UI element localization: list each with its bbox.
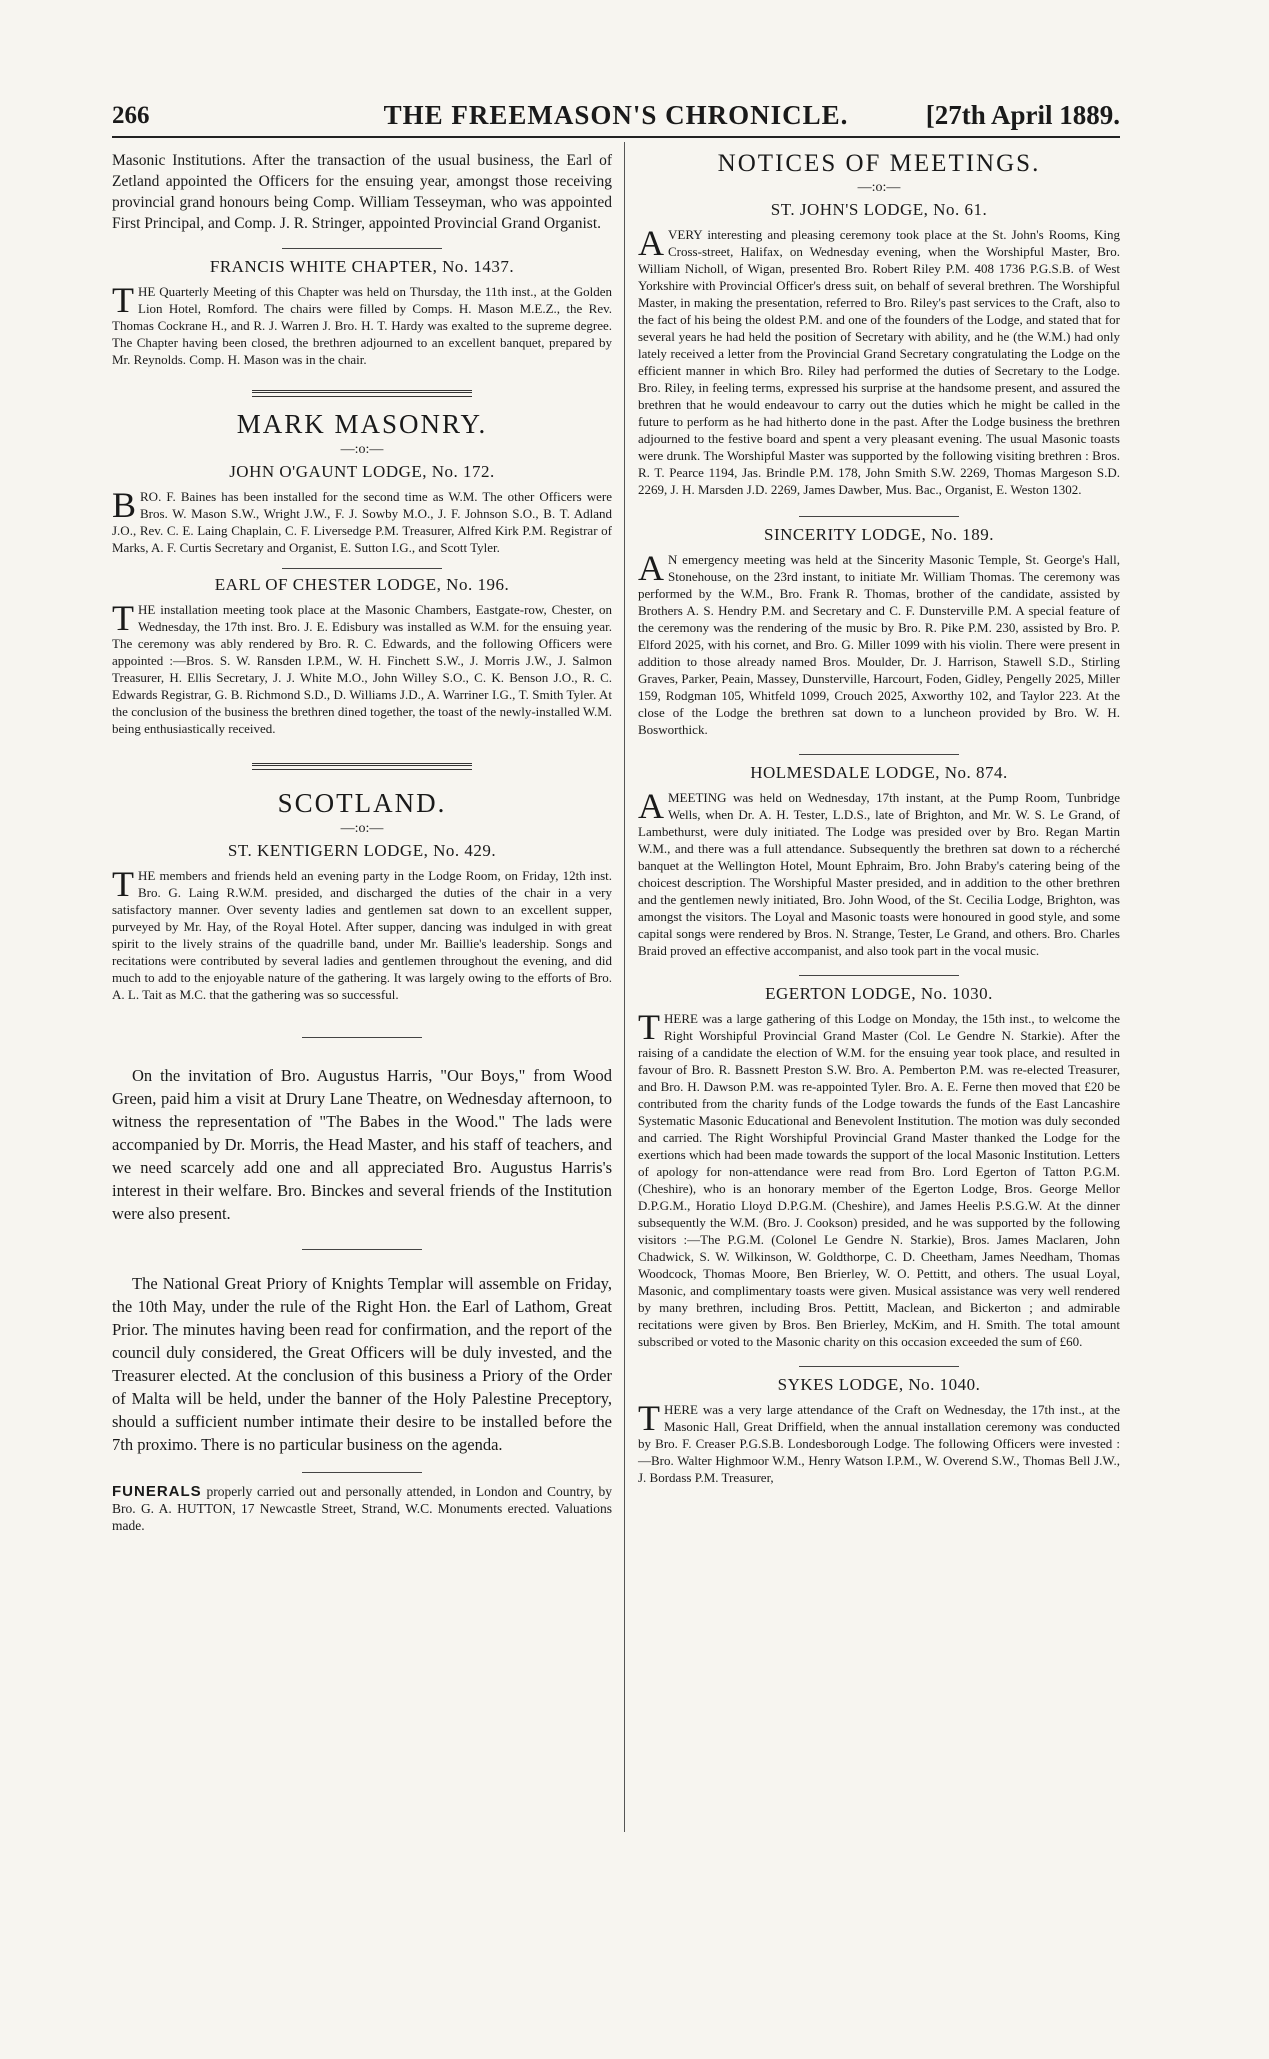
holmesdale-body: A MEETING was held on Wednesday, 17th instant, at the Pump Room, Tunbridge Wells, when Dr. A. H. Tester, L.D.S., late of Brighton, and Mr. W. S. Le Grand, of Lambethurst, were duly initiated. The Lodge was presided over by Bro. Regan Martin W.M., and there was a full attendance. Subsequently the brethren sat down to a récherché banquet at the Wellington Hotel, Mount Ephraim, Bro. John Braby's catering being of the choicest description. The Worshipful Master presided, and in addition to the other brethren and the gentlemen newly initiated, Bro. John Wood, of the St. Cecilia Lodge, Brighton, was amongst the visitors. The Loyal and Masonic toasts were honoured in good style, and some capital songs were rendered by Bros. N. Strange, Tester, Le Grand, and others. Bro. Charles Braid proved an effective accompanist, and also took part in the vocal music.	[638, 786, 1120, 958]
header-rule	[112, 136, 1120, 138]
intro-paragraph: Masonic Institutions. After the transaction of the usual business, the Earl of Zetland appointed the Officers for the ensuing year, amongst those receiving provincial grand honours being Comp. William Tesseyman, who was appointed First Principal, and Comp. J. R. Stringer, appointed Provincial Grand Organist.	[112, 152, 612, 232]
templar-paragraph: The National Great Priory of Knights Templar will assemble on Friday, the 10th May, under the rule of the Right Hon. the Earl of Lathom, Great Prior. The minutes having been read for confirmation, and the report of the council duly considered, the Great Officers will be duly invested, and the Treasurer elected. At the conclusion of this business a Priory of the Order of Malta will be held, under the banner of the Holy Palestine Preceptory, should a sufficient number intimate their desire to be installed before the 7th proximo. There is no particular business on the agenda.	[112, 1274, 612, 1454]
page-header	[112, 96, 1120, 136]
separator	[282, 248, 442, 249]
double-rule	[252, 390, 472, 397]
column-divider	[624, 142, 625, 1832]
kentigern-body: THE members and friends held an evening party in the Lodge Room, on Friday, 12th inst. Bro. G. Laing R.W.M. presided, and discharged the duties of the chair in a very satisfactory manner. Over seventy ladies and gentlemen sat down to an excellent supper, purveyed by Mr. Hay, of the Royal Hotel. After supper, dancing was indulged in with great spirit to the lively strains of the quadrille band, under Mr. Baillie's leadership. Songs and recitations were contributed by several ladies and gentlemen throughout the evening, and did much to add to the enjoyable nature of the gathering. It was largely owing to the efforts of Bro. A. L. Tait as M.C. that the gathering was so successful.	[112, 864, 612, 1002]
john-gaunt-body: BRO. F. Baines has been installed for the second time as W.M. The other Officers were Bros. W. Mason S.W., Wright J.W., F. J. Sowby M.O., J. F. Johnson S.O., B. T. Adland J.O., Rev. C. E. Laing Chaplain, C. F. Liversedge P.M. Treasurer, Alfred Kirk P.M. Registrar of Marks, A. F. Curtis Secretary and Organist, E. Sutton I.G., and Scott Tyler.	[112, 485, 612, 555]
egerton-heading: EGERTON LODGE, No. 1030.	[765, 984, 993, 1003]
holmesdale-heading: HOLMESDALE LODGE, No. 874.	[750, 763, 1008, 782]
sincerity-heading: SINCERITY LODGE, No. 189.	[763, 525, 995, 544]
john-gaunt-heading: JOHN O'GAUNT LODGE, No. 172.	[229, 462, 495, 481]
mark-masonry-title: MARK MASONRY.	[236, 409, 488, 439]
kentigern-heading: ST. KENTIGERN LODGE, No. 429.	[227, 841, 497, 860]
publication-title: THE FREEMASON'S CHRONICLE.	[383, 100, 849, 130]
separator	[799, 754, 959, 755]
separator	[799, 516, 959, 517]
st-johns-body: A VERY interesting and pleasing ceremony took place at the St. John's Rooms, King Cross-street, Halifax, on Wednesday evening, when the Worshipful Master, Bro. William Nicholl, of Wigan, presented Bro. Robert Riley P.M. 408 1736 P.G.S.B. of West Yorkshire with Provincial Officer's dress suit, on behalf of several brethren. The Worshipful Master, in making the presentation, referred to Bro. Riley's past services to the Craft, also to the fact of his being the oldest P.M. and one of the founders of the Lodge, and stated that for several years he had held the position of Secretary with ability, and he (the W.M.) had only lately received a letter from the Provincial Grand Secretary congratulating the Lodge on the efficient manner in which Bro. Riley had performed the duties of Secretary to the Lodge. Bro. Riley, in feeling terms, expressed his surprise at the handsome present, and assured the brethren that he would endeavour to carry out the duties which he might be called in the future to perform as he had hitherto done in the past. After the Lodge business the brethren adjourned to the festive board and spent a very pleasant evening. The usual Masonic toasts were drunk. The Worshipful Master was supported by the following visiting brethren : Bros. R. T. Pearce 1194, Jas. Brindle P.M. 178, John Smith S.W. 2269, Thomas Margeson S.D. 2269, J. H. Marsden J.D. 2269, James Dawber, Mus. Bac., Organist, E. Weston 1302.	[638, 223, 1120, 497]
st-johns-heading: ST. JOHN'S LODGE, No. 61.	[770, 200, 988, 219]
harris-paragraph: On the invitation of Bro. Augustus Harris, "Our Boys," from Wood Green, paid him a visit at Drury Lane Theatre, on Wednesday afternoon, to witness the representation of "The Babes in the Wood." The lads were accompanied by Dr. Morris, the Head Master, and his staff of teachers, and we need scarcely add one and all appreciated Bro. Augustus Harris's interest in their welfare. Bro. Binckes and several friends of the Institution were also present.	[112, 1066, 612, 1223]
issue-date: [27th April 1889.	[925, 100, 1120, 130]
drop-cap: A	[638, 786, 664, 826]
drop-cap: A	[638, 548, 664, 588]
ornament: —:o:—	[340, 442, 384, 457]
ornament: —:o:—	[340, 821, 384, 836]
ornament: —:o:—	[857, 180, 901, 195]
separator	[302, 1037, 422, 1038]
funerals-advert: FUNERALS properly carried out and personally attended, in London and Country, by Bro. G. A. HUTTON, 17 Newcastle Street, Strand, W.C. Monuments erected. Valuations made.	[112, 1483, 612, 1533]
notices-title: NOTICES OF MEETINGS.	[717, 150, 1041, 177]
separator	[302, 1472, 422, 1473]
separator	[799, 975, 959, 976]
scotland-title: SCOTLAND.	[277, 788, 447, 818]
sykes-body: THERE was a very large attendance of the Craft on Wednesday, the 17th inst., at the Masonic Hall, Great Driffield, when the annual installation ceremony was conducted by Bro. F. Creaser P.G.S.B. Londesborough Lodge. The following Officers were invested :—Bro. Walter Highmoor W.M., Henry Watson I.P.M., W. Overend S.W., Thomas Bell J.W., J. Bordass P.M. Treasurer,	[638, 1398, 1120, 1485]
francis-heading: FRANCIS WHITE CHAPTER, No. 1437.	[209, 257, 515, 276]
right-column	[638, 150, 1120, 1486]
drop-cap: B	[112, 485, 137, 525]
drop-cap: A	[638, 223, 664, 263]
drop-cap: T	[638, 1398, 660, 1438]
separator	[302, 1249, 422, 1250]
drop-cap: T	[112, 598, 134, 638]
sincerity-body: A N emergency meeting was held at the Sincerity Masonic Temple, St. George's Hall, Stonehouse, on the 23rd instant, to initiate Mr. William Thomas. The ceremony was performed by the W.M., Bro. Frank R. Thomas, brother of the candidate, assisted by Brothers A. S. Hendry P.M. and Secretary and C. F. Dunsterville P.M. A special feature of the ceremony was the rendering of the music by Bro. R. Pike P.M. 230, assisted by Bro. P. Elford 2025, with his cornet, and Bro. G. Miller 1099 with his violin. There were present in addition to those already named Bros. Moulder, Dr. J. Harrison, Stawell S.D., Stirling Graves, Parker, Peain, Massey, Dunsterville, Harcourt, Foden, Gidley, Pengelly 2025, Miller 159, Rodgman 105, Whitfeld 1099, Crouch 2025, Axworthy 102, and Taylor 223. At the close of the Lodge the brethren sat down to a luncheon provided by Bro. W. H. Bosworthick.	[638, 548, 1120, 737]
drop-cap: T	[638, 1007, 660, 1047]
drop-cap: T	[112, 280, 134, 320]
sykes-heading: SYKES LODGE, No. 1040.	[777, 1375, 981, 1394]
drop-cap: T	[112, 864, 134, 904]
chester-heading: EARL OF CHESTER LODGE, No. 196.	[214, 575, 510, 594]
funerals-word: FUNERALS	[112, 1483, 202, 1500]
chester-body: THE installation meeting took place at the Masonic Chambers, Eastgate-row, Chester, on Wednesday, the 17th inst. Bro. J. E. Edisbury was installed as W.M. for the ensuing year. The ceremony was ably rendered by Bro. R. C. Edwards, and the following Officers were appointed :—Bros. S. W. Ransden I.P.M., W. H. Finchett S.W., J. Morris J.W., J. Salmon Treasurer, H. Ellis Secretary, J. J. White M.O., John Willey S.O., C. K. Benson J.O., R. C. Edwards Registrar, G. B. Richmond S.D., D. Williams J.D., A. Warriner I.G., T. Smith Tyler. At the conclusion of the business the brethren dined together, the toast of the newly-installed W.M. being enthusiastically received.	[112, 598, 612, 736]
double-rule	[252, 763, 472, 770]
page-number: 266	[112, 102, 150, 129]
separator	[282, 568, 442, 569]
left-column	[112, 150, 612, 1534]
francis-body: THE Quarterly Meeting of this Chapter was held on Thursday, the 11th inst., at the Golden Lion Hotel, Romford. The chairs were filled by Comps. H. Mason M.E.Z., the Rev. Thomas Cockrane H., and R. J. Warren J. Bro. H. T. Hardy was exalted to the supreme degree. The Chapter having been closed, the brethren adjourned to an excellent banquet, prepared by Mr. Reynolds. Comp. H. Mason was in the chair.	[112, 280, 612, 367]
egerton-body: THERE was a large gathering of this Lodge on Monday, the 15th inst., to welcome the Right Worshipful Provincial Grand Master (Col. Le Gendre N. Starkie). After the raising of a candidate the election of W.M. for the ensuing year took place, and resulted in favour of Bro. R. Bassnett Preston S.W. Bro. A. Pemberton P.M. was re-elected Treasurer, and Bro. H. Dawson P.M. was re-appointed Tyler. Bro. A. E. Ferne then moved that £20 be contributed from the charity funds of the Lodge towards the funds of the East Lancashire Systematic Masonic Educational and Benevolent Institution. The motion was duly seconded and carried. The Right Worshipful Provincial Grand Master thanked the Lodge for the exertions which had been made towards the support of the local Masonic Institution. Letters of apology for non-attendance were read from Bro. Lord Egerton of Tatton P.G.M. (Cheshire), who is an honorary member of the Egerton Lodge, Bros. George Mellor D.P.G.M., Horatio Lloyd D.P.G.M. (Cheshire), and James Heelis P.S.G.W. At the dinner subsequently the W.M. (Bro. J. Cookson) presided, and he was supported by the following visitors :—The P.G.M. (Colonel Le Gendre N. Starkie), Bros. James Maclaren, John Chadwick, S. W. Wilkinson, W. Goldthorpe, C. D. Cheetham, James Needham, Thomas Woodcock, Thomas Moore, Ben Brierley, W. O. Pettitt, and others. The usual Loyal, Masonic, and complimentary toasts were given. Musical assistance was very well rendered by many brethren, including Bros. Pettitt, Maclean, and Bickerton ; and admirable recitations were given by Bros. Ben Brierley, McKim, and H. Smith. The total amount subscribed or voted to the Masonic charity on this occasion exceeded the sum of £60.	[638, 1007, 1120, 1349]
separator	[799, 1366, 959, 1367]
